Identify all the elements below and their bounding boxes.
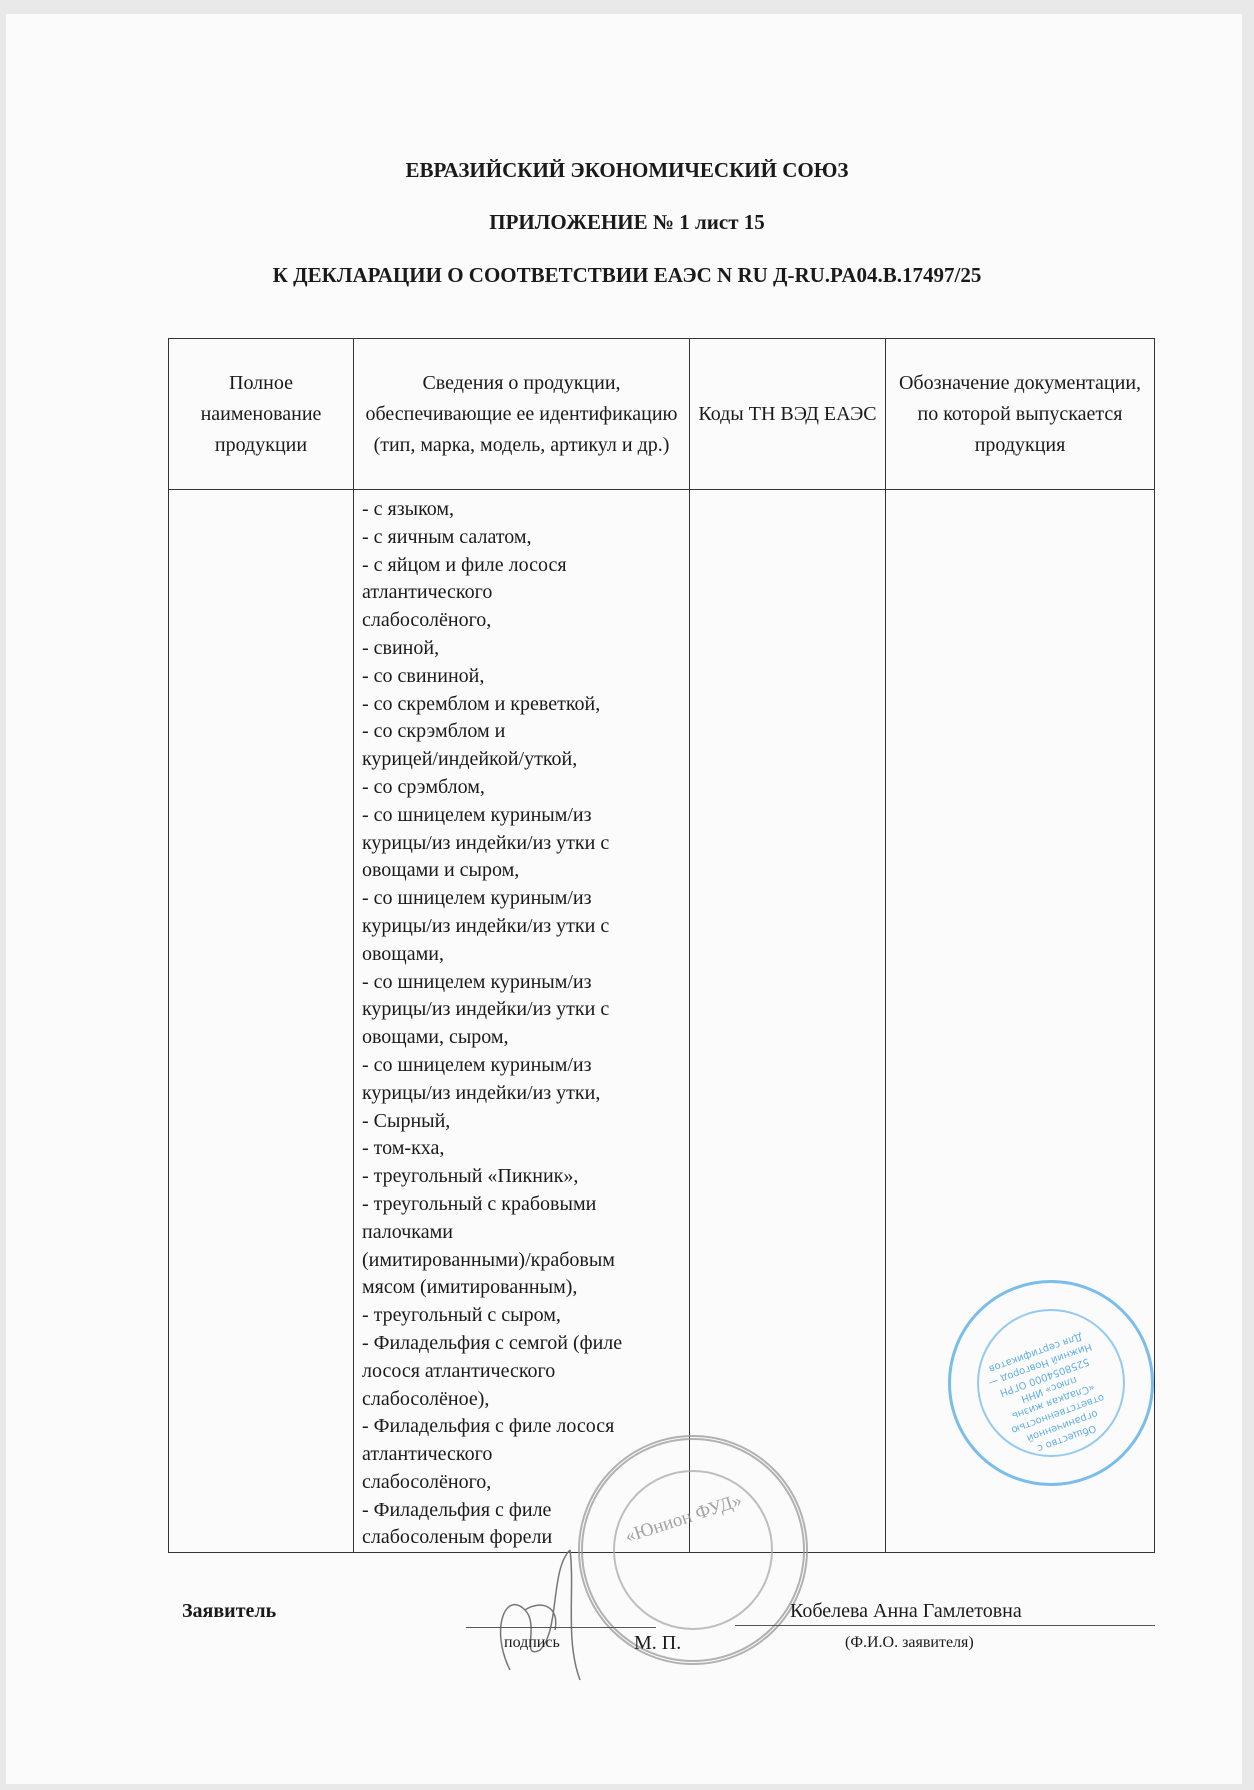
column-header-details: Сведения о продукции, обеспечивающие ее идентификацию (тип, марка, модель, артикул и др.) <box>354 339 690 490</box>
signature-line <box>466 1627 656 1628</box>
detail-line: - со шницелем куриным/из <box>362 887 592 910</box>
detail-line: - свиной, <box>362 636 440 659</box>
detail-line: овощами, сыром, <box>362 1026 509 1049</box>
black-company-seal <box>578 1435 808 1665</box>
applicant-label: Заявитель <box>182 1600 277 1622</box>
column-header-codes: Коды ТН ВЭД ЕАЭС <box>690 339 886 490</box>
detail-line: курицы/из индейки/из утки с <box>362 998 610 1021</box>
detail-line: атлантического <box>362 581 493 604</box>
detail-line: - со шницелем куриным/из <box>362 1053 592 1076</box>
detail-line: курицы/из индейки/из утки, <box>362 1081 601 1104</box>
detail-line: мясом (имитированным), <box>362 1276 578 1299</box>
cell-codes <box>690 490 886 1553</box>
cell-name <box>169 490 354 1553</box>
detail-line: - с яйцом и филе лосося <box>362 553 567 576</box>
detail-line: - со скремблом и креветкой, <box>362 692 601 715</box>
detail-line: - со шницелем куриным/из <box>362 970 592 993</box>
blue-company-seal <box>948 1280 1154 1486</box>
header-appendix: ПРИЛОЖЕНИЕ № 1 лист 15 <box>489 210 765 234</box>
detail-line: - с яичным салатом, <box>362 525 532 548</box>
detail-line: палочками <box>362 1220 453 1243</box>
detail-line: курицы/из индейки/из утки с <box>362 831 610 854</box>
detail-line: курицей/индейкой/уткой, <box>362 748 578 771</box>
signature-mark <box>480 1530 610 1690</box>
detail-line: овощами и сыром, <box>362 859 520 882</box>
seal-caption: М. П. <box>634 1632 682 1654</box>
detail-line: - со скрэмблом и <box>362 720 506 743</box>
detail-line: - Филадельфия с филе <box>362 1498 552 1521</box>
detail-line: - со шницелем куриным/из <box>362 803 592 826</box>
black-seal-text: «Юнион ФУД» <box>622 1489 745 1548</box>
detail-line: - Сырный, <box>362 1109 451 1132</box>
detail-line: - с языком, <box>362 498 455 520</box>
name-line <box>735 1625 1155 1626</box>
table-header-row <box>169 339 1155 490</box>
detail-line: слабосолёное), <box>362 1387 490 1410</box>
detail-line: - треугольный с крабовыми <box>362 1192 597 1215</box>
detail-line: слабосоленым форели <box>362 1526 553 1549</box>
detail-line: лосося атлантического <box>362 1359 556 1382</box>
cell-details <box>354 490 690 1553</box>
header-union: ЕВРАЗИЙСКИЙ ЭКОНОМИЧЕСКИЙ СОЮЗ <box>405 158 849 182</box>
detail-line: - том-кха, <box>362 1137 445 1160</box>
detail-line: - треугольный «Пикник», <box>362 1165 579 1188</box>
detail-line: слабосолёного, <box>362 609 492 632</box>
detail-line: курицы/из индейки/из утки с <box>362 914 610 937</box>
header-declaration: К ДЕКЛАРАЦИИ О СООТВЕТСТВИИ ЕАЭС N RU Д-RU.PA04.B.17497/25 <box>272 263 982 287</box>
detail-line: - Филадельфия с семгой (филе <box>362 1331 623 1354</box>
detail-line: - Филадельфия с филе лосося <box>362 1415 615 1438</box>
applicant-name: Кобелева Анна Гамлетовна <box>790 1600 1022 1622</box>
detail-line: - со свининой, <box>362 664 485 687</box>
name-caption: (Ф.И.О. заявителя) <box>845 1634 974 1651</box>
detail-line: - со срэмблом, <box>362 775 485 798</box>
detail-line: атлантического <box>362 1443 493 1466</box>
detail-line: - треугольный с сыром, <box>362 1304 561 1327</box>
signature-caption: подпись <box>504 1634 560 1651</box>
blue-seal-text: Общество с ограниченной ответственностью «Сладкая жизнь плюс» ИНН 5258054000 ОГРН Нижний Новгород — Для сертификатов <box>986 1330 1106 1454</box>
detail-line: слабосолёного, <box>362 1470 492 1493</box>
column-header-docs: Обозначение документации, по которой выпускается продукция <box>886 339 1155 490</box>
column-header-name: Полное наименование продукции <box>169 339 354 490</box>
detail-line: овощами, <box>362 942 444 965</box>
detail-line: (имитированными)/крабовым <box>362 1248 615 1271</box>
